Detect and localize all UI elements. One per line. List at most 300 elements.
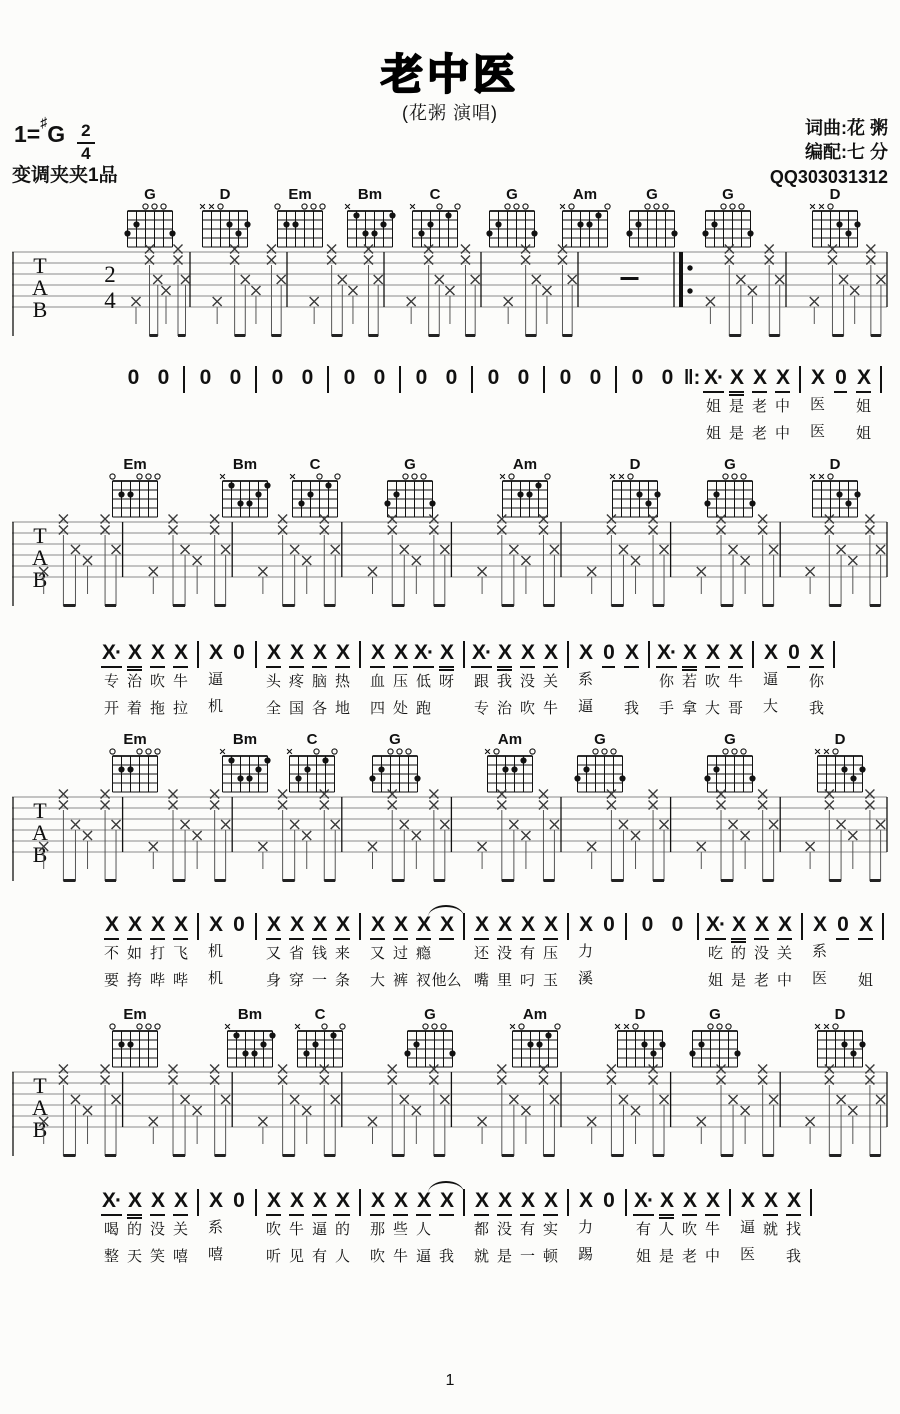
rhythm-note: X [731,912,746,940]
lyric-row1 [675,939,679,965]
note-token [574,912,597,992]
svg-text:B: B [32,842,48,867]
note-token [204,1188,227,1268]
lyric-row2: 嘴 [473,972,489,989]
lyric-row2 [563,419,567,445]
chord-name: C [306,731,318,748]
rhythm-note: X [543,640,558,668]
lyric-row1: 关 [542,673,558,690]
lyric-row1 [275,392,279,418]
lyric-row1: 的 [730,945,746,962]
chord-grid [195,202,255,250]
svg-text:T: T [33,253,47,278]
barline [794,365,806,393]
rhythm-note: X [312,640,327,668]
lyric-row1: 过 [392,945,408,962]
rhythm-note: X [812,913,826,936]
lyric-row1: 吹 [265,1221,281,1238]
tab-staff [10,248,890,348]
barline [192,640,204,668]
svg-text:T: T [33,798,47,823]
lyric-row2: 医 [809,423,825,440]
note-token [771,365,794,447]
chord-diagram-G [482,188,542,250]
barline [643,640,655,668]
note-token [470,640,493,722]
lyric-row2: 有 [311,1248,327,1265]
rhythm-note: X [624,640,639,668]
lyric-row2 [236,966,240,992]
note-token [516,1188,539,1270]
note-token [146,640,169,722]
chord-diagram-D [805,188,865,250]
note-token [655,1188,678,1270]
rhythm-note: X· [101,640,122,668]
lyric-row1 [377,392,381,418]
chord-diagram-D [605,458,665,520]
lyric-row2: 治 [496,700,512,717]
note-token [435,640,458,722]
barline [394,365,406,393]
chord-diagram-G [622,188,682,250]
chord-grid [105,1022,165,1070]
chord-name: Am [497,731,523,748]
barline [877,912,889,940]
chord-grid [340,202,400,250]
lyric-row2 [236,694,240,720]
note-token [508,365,538,445]
svg-text:4: 4 [104,288,116,313]
note-token [550,365,580,445]
chord-diagram-Em [105,1008,165,1070]
note-token [292,365,322,445]
time-signature [77,122,94,163]
lyric-row2: 四 [369,700,385,717]
lyric-row1: 吹 [681,1221,697,1238]
chord-name: G [724,456,736,473]
lyric-row1: 疼 [288,673,304,690]
svg-text:A: A [32,545,48,570]
lyric-row1 [665,392,669,418]
lyric-row2 [161,419,165,445]
lyric-row2: 姐 [857,972,873,989]
note-token [169,640,192,722]
lyric-row1: 我 [496,673,512,690]
note-token [285,640,308,722]
rhythm-note: X [266,912,281,940]
note-token [262,365,292,445]
rhythm-note: X [858,912,873,940]
rhythm-note: X [370,640,385,668]
lyric-row1: 医 [809,396,825,413]
time-bottom: 4 [81,143,91,163]
lyric-row2 [449,419,453,445]
note-token [478,365,508,445]
lyric-row2: 拖 [149,700,165,717]
svg-text:A: A [32,1095,48,1120]
chord-grid [685,1022,745,1070]
note-token [334,365,364,445]
lyric-row1: 瘾 [415,945,431,962]
lyric-row1: 不 [103,945,119,962]
lyric-row2 [236,1242,240,1268]
rhythm-note: 0 [559,366,571,389]
rhythm-note: X [729,365,744,393]
lyric-row1: 还 [473,945,489,962]
chord-diagram-G [380,458,440,520]
rhythm-note: X [578,913,592,936]
lyric-row1: 牛 [704,1221,720,1238]
rhythm-note: X [474,912,489,940]
lyric-row2: 拿 [681,700,697,717]
lyric-row1: 机 [207,943,223,960]
rhythm-note: X [266,1188,281,1216]
lyric-row2: 顿 [542,1248,558,1265]
rhythm-note: X [104,912,119,940]
lyric-row1: 来 [334,945,350,962]
lyric-row1: 没 [753,945,769,962]
lyric-row2: 是 [730,972,746,989]
note-token [100,1188,123,1270]
lyric-row2 [665,419,669,445]
rhythm-note: X [173,1188,188,1216]
chord-diagram-G [120,188,180,250]
rhythm-note: X· [471,640,492,668]
lyric-row1: 人 [415,1221,431,1238]
lyric-row1: 头 [265,673,281,690]
chord-grid [215,472,275,520]
lyric-row1: 喝 [103,1221,119,1238]
lyric-row2: 踢 [577,1246,593,1263]
chord-name: D [219,186,231,203]
barline [692,912,704,940]
lyric-row2: 天 [126,1248,142,1265]
lyric-row1 [645,939,649,965]
chord-name: Am [512,456,538,473]
lyric-row1: 力 [577,1219,593,1236]
note-token [262,1188,285,1270]
lyric-row2: 要 [103,972,119,989]
lyric-row2: 逼 [577,698,593,715]
chord-name: D [634,1006,646,1023]
lyric-row2: 老 [681,1248,697,1265]
chord-name: G [389,731,401,748]
lyric-row2: 见 [288,1248,304,1265]
barline [796,912,808,940]
chord-diagram-Em [270,188,330,250]
note-token [782,640,805,722]
lyric-row2: 吹 [369,1248,385,1265]
note-token [169,1188,192,1270]
chord-name: Em [123,1006,147,1023]
lyric-row2 [521,419,525,445]
rhythm-note: X [543,912,558,940]
chord-grid [220,1022,280,1070]
lyric-row1: 血 [369,673,385,690]
lyric-row1: 都 [473,1221,489,1238]
lyric-row1: 治 [126,673,142,690]
rhythm-note: X [763,1188,778,1216]
chord-diagram-C [405,188,465,250]
lyric-row1: 逼 [311,1221,327,1238]
rhythm-note: X [520,912,535,940]
chord-diagram-Em [105,733,165,795]
lyric-row2: 全 [265,700,281,717]
note-token [493,912,516,994]
chord-name: D [834,731,846,748]
note-token [831,912,854,994]
rhythm-note: X [150,640,165,668]
capo-note: 变调夹夹1品 [12,165,118,186]
lyric-row1: 呀 [438,673,454,690]
lyric-row1: 吹 [149,673,165,690]
note-token [736,1188,759,1268]
lyric-row2: 条 [334,972,350,989]
lyric-row1 [840,941,844,967]
lyric-row1: 姐 [705,398,721,415]
lyric-row1: 脑 [311,673,327,690]
key-note: G [47,121,66,147]
lyric-row2: 牛 [392,1248,408,1265]
note-token [262,912,285,994]
lyric-row1: 牛 [288,1221,304,1238]
rhythm-note: X [474,1188,489,1216]
chord-name: Em [288,186,312,203]
note-token [701,1188,724,1270]
note-token [308,912,331,994]
chord-diagram-G [685,1008,745,1070]
rhythm-note: X [127,1188,142,1216]
rhythm-note: 0 [603,1189,614,1212]
lyric-row1 [131,392,135,418]
rhythm-note: X [497,1188,512,1216]
rhythm-note: 0 [602,640,615,668]
chord-name: Bm [232,456,258,473]
svg-text:2: 2 [104,262,116,287]
note-token [470,912,493,994]
chord-name: G [404,456,416,473]
lyric-row2: 拉 [172,700,188,717]
tab-staff-lines [10,1068,890,1168]
lyric-row1 [203,392,207,418]
lyric-row2 [233,419,237,445]
chord-grid [555,202,615,250]
lyric-row1 [838,394,842,420]
note-token [759,640,782,720]
lyric-row1: 系 [207,1219,223,1236]
lyric-row2: 是 [658,1248,674,1265]
lyric-row1 [233,392,237,418]
note-token [227,912,250,992]
chord-name: G [506,186,518,203]
rhythm-note: X [578,1189,592,1212]
chord-name: D [829,186,841,203]
rhythm-note: X [786,1188,801,1216]
rhythm-note: X [810,366,824,389]
lyric-row1 [236,1215,240,1241]
lyric-row1 [606,939,610,965]
chord-name: G [594,731,606,748]
chord-name: Bm [357,186,383,203]
lyric-row1 [635,392,639,418]
barline [562,1188,574,1216]
lyric-row1: 吃 [707,945,723,962]
note-token [759,1188,782,1270]
chord-grid [698,202,758,250]
lyric-row2: 一 [311,972,327,989]
lyric-row1 [236,939,240,965]
note-token [655,640,678,722]
note-token [516,640,539,722]
chord-diagram-Em [105,458,165,520]
chord-diagram-Am [480,733,540,795]
barline [354,1188,366,1216]
barline [354,640,366,668]
lyric-row1: 有 [519,945,535,962]
chord-grid [805,472,865,520]
lyric-row1: 又 [369,945,385,962]
lyric-row2 [491,419,495,445]
lyric-row2 [347,419,351,445]
lyric-row2: 姐 [635,1248,651,1265]
chord-name: G [646,186,658,203]
rhythm-note: 0 [373,366,385,389]
rhythm-note: X [682,640,697,668]
chord-grid [365,747,425,795]
lyric-row2 [635,419,639,445]
lyric-row1 [449,392,453,418]
tab-staff [10,518,890,618]
rhythm-note: X· [413,640,434,668]
page-number: 1 [445,1372,455,1389]
rhythm-note: X [127,912,142,940]
credits-block [770,116,888,189]
barline [250,640,262,668]
rhythm-note: X [754,912,769,940]
rhythm-note: X [266,640,281,668]
chord-name: G [724,731,736,748]
lyric-row1 [347,392,351,418]
chord-grid [610,1022,670,1070]
lyric-row1: 没 [519,673,535,690]
barline [250,912,262,940]
chord-diagram-C [282,733,342,795]
rhythm-note: X [543,1188,558,1216]
lyric-row1 [593,392,597,418]
note-token [727,912,750,994]
rhythm-note: 0 [517,366,529,389]
chord-grid [570,747,630,795]
lyric-row1 [444,941,448,967]
lyric-row2: 玉 [542,972,558,989]
lyric-row1: 老 [751,398,767,415]
lyric-row2: 是 [728,425,744,442]
lyric-row2: 我 [623,700,639,717]
chord-diagram-C [290,1008,350,1070]
key-signature [14,114,95,163]
note-token [678,1188,701,1270]
note-token [632,912,662,992]
rhythm-note: X [856,365,871,393]
lyric-row1: 关 [776,945,792,962]
lyric-row2 [606,1242,610,1268]
lyric-row1: 逼 [207,671,223,688]
rhythm-note: X· [633,1188,654,1216]
rhythm-note: 0 [589,366,601,389]
lyric-row2: 哔 [172,972,188,989]
rhythm-note: X [777,912,792,940]
lyric-row2 [838,421,842,447]
lyric-row1 [606,669,610,695]
note-token [148,365,178,445]
note-token [854,912,877,994]
lyric-row2: 我 [785,1248,801,1265]
lyric-row2: 叼 [519,972,535,989]
lyric-row1: 中 [774,398,790,415]
note-token [574,640,597,720]
rhythm-note: 0 [199,366,211,389]
lyric-row1 [606,1215,610,1241]
lyric-row2: 中 [774,425,790,442]
note-token [190,365,220,445]
rhythm-line [100,912,889,994]
lyric-row2: 我 [438,1248,454,1265]
chord-grid [495,472,555,520]
note-token [748,365,771,447]
svg-text:B: B [32,567,48,592]
rhythm-note: 0 [415,366,427,389]
chord-diagram-C [285,458,345,520]
lyric-row2 [606,696,610,722]
rhythm-note: X [439,912,454,940]
lyric-row1: 钱 [311,945,327,962]
chord-name: D [829,456,841,473]
rhythm-note: X· [703,365,724,393]
lyric-row2: 机 [207,698,223,715]
note-token [725,365,748,447]
chord-diagram-G [698,188,758,250]
chord-name: Bm [237,1006,263,1023]
lyric-row1: 热 [334,673,350,690]
note-token [435,1188,458,1270]
note-token [331,640,354,722]
lyric-row2: 逼 [415,1248,431,1265]
lyric-row2: 跑 [415,700,431,717]
barline [458,640,470,668]
chord-grid [805,202,865,250]
rhythm-note: 0 [229,366,241,389]
lyric-row2: 嘻 [172,1248,188,1265]
lyric-row2 [791,696,795,722]
chord-grid [120,202,180,250]
tab-staff-lines [10,518,890,618]
note-token [389,912,412,994]
barline [875,365,887,393]
chord-diagram-G [700,458,760,520]
chord-diagram-Am [505,1008,565,1070]
credit-arranger: 编配:七 分 [805,142,888,163]
lyric-row1: 省 [288,945,304,962]
lyric-row1: 你 [658,673,674,690]
chord-grid [105,472,165,520]
chord-grid [810,1022,870,1070]
barline [610,365,622,393]
note-token [331,912,354,994]
rhythm-note: X [497,912,512,940]
rhythm-note: X· [656,640,677,668]
rhythm-note: X [335,1188,350,1216]
chord-diagram-G [570,733,630,795]
